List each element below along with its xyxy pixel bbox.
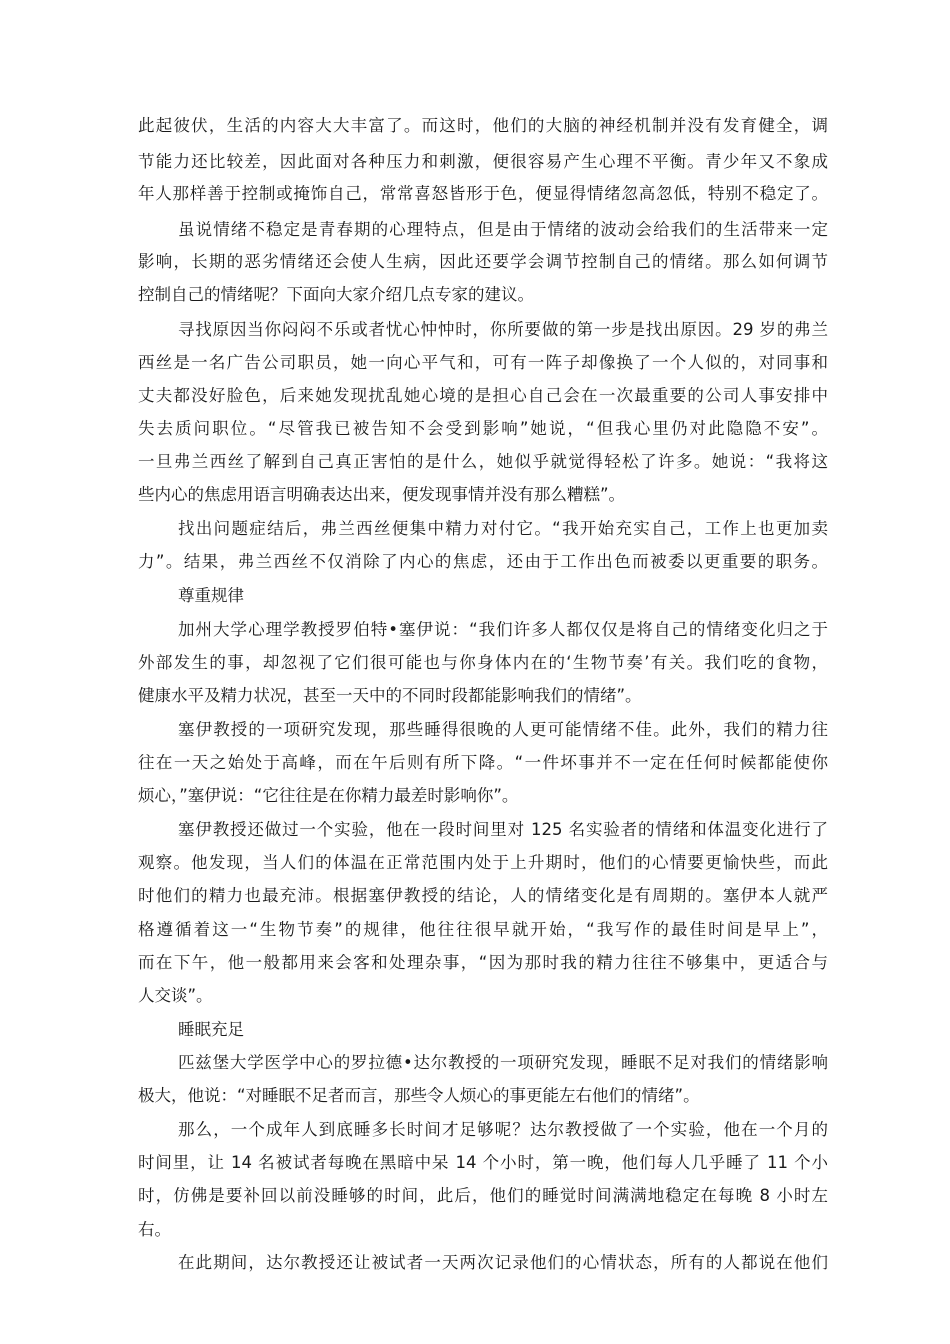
text-line: 往在一天之始处于高峰，而在午后则有所下降。“一件坏事并不一定在任何时候都能使你 <box>138 753 828 772</box>
text-line: 影响，长期的恶劣情绪还会使人生病，因此还要学会调节控制自己的情绪。那么如何调节 <box>138 252 828 271</box>
text-line: 在此期间，达尔教授还让被试者一天两次记录他们的心情状态，所有的人都说在他们 <box>178 1253 828 1272</box>
text-line: 寻找原因当你闷闷不乐或者忧心忡忡时，你所要做的第一步是找出原因。29 岁的弗兰 <box>178 320 828 339</box>
text-line: 些内心的焦虑用语言明确表达出来，便发现事情并没有那么糟糕”。 <box>138 485 626 504</box>
text-line: 外部发生的事，却忽视了它们很可能也与你身体内在的‘生物节奏’有关。我们吃的食物， <box>138 653 828 672</box>
text-line: 西丝是一名广告公司职员，她一向心平气和，可有一阵子却像换了一个人似的，对同事和 <box>138 353 828 372</box>
text-line: 极大，他说：“对睡眠不足者而言，那些令人烦心的事更能左右他们的情绪”。 <box>138 1086 700 1105</box>
text-line: 年人那样善于控制或掩饰自己，常常喜怒皆形于色，便显得情绪忽高忽低，特别不稳定了。 <box>138 184 828 203</box>
text-line: 加州大学心理学教授罗伯特•塞伊说：“我们许多人都仅仅是将自己的情绪变化归之于 <box>178 620 828 639</box>
text-line: 匹兹堡大学医学中心的罗拉德•达尔教授的一项研究发现，睡眠不足对我们的情绪影响 <box>178 1053 828 1072</box>
text-line: 失去质问职位。“尽管我已被告知不会受到影响”她说，“但我心里仍对此隐隐不安”。 <box>138 419 828 438</box>
text-line: 塞伊教授的一项研究发现，那些睡得很晚的人更可能情绪不佳。此外，我们的精力往 <box>178 720 828 739</box>
section-heading: 睡眠充足 <box>178 1020 244 1039</box>
text-line: 节能力还比较差，因此面对各种压力和刺激，便很容易产生心理不平衡。青少年又不象成 <box>138 152 828 171</box>
text-line: 一旦弗兰西丝了解到自己真正害怕的是什么，她似乎就觉得轻松了许多。她说：“我将这 <box>138 452 828 471</box>
text-line: 右。 <box>138 1220 171 1239</box>
text-line: 健康水平及精力状况，甚至一天中的不同时段都能影响我们的情绪”。 <box>138 686 642 705</box>
text-line: 此起彼伏，生活的内容大大丰富了。而这时，他们的大脑的神经机制并没有发育健全，调 <box>138 116 828 135</box>
text-line: 控制自己的情绪呢？下面向大家介绍几点专家的建议。 <box>138 285 534 304</box>
text-line: 时他们的精力也最充沛。根据塞伊教授的结论，人的情绪变化是有周期的。塞伊本人就严 <box>138 886 828 905</box>
text-line: 虽说情绪不稳定是青春期的心理特点，但是由于情绪的波动会给我们的生活带来一定 <box>178 220 828 239</box>
text-line: 塞伊教授还做过一个实验，他在一段时间里对 125 名实验者的情绪和体温变化进行了 <box>178 820 828 839</box>
text-line: 时间里，让 14 名被试者每晚在黑暗中呆 14 个小时，第一晚，他们每人几乎睡了 11 个小 <box>138 1153 828 1172</box>
section-heading: 尊重规律 <box>178 586 244 605</box>
text-line: 找出问题症结后，弗兰西丝便集中精力对付它。“我开始充实自己，工作上也更加卖 <box>178 519 828 538</box>
text-line: 观察。他发现，当人们的体温在正常范围内处于上升期时，他们的心情要更愉快些，而此 <box>138 853 828 872</box>
text-line: 那么，一个成年人到底睡多长时间才足够呢？达尔教授做了一个实验，他在一个月的 <box>178 1120 828 1139</box>
text-line: 而在下午，他一般都用来会客和处理杂事，“因为那时我的精力往往不够集中，更适合与 <box>138 953 828 972</box>
text-line: 人交谈”。 <box>138 986 213 1005</box>
text-line: 时，仿佛是要补回以前没睡够的时间，此后，他们的睡觉时间满满地稳定在每晚 8 小时左 <box>138 1186 828 1205</box>
text-line: 力”。结果，弗兰西丝不仅消除了内心的焦虑，还由于工作出色而被委以更重要的职务。 <box>138 552 828 571</box>
text-line: 格遵循着这一“生物节奏”的规律，他往往很早就开始，“我写作的最佳时间是早上”， <box>138 920 828 939</box>
text-line: 丈夫都没好脸色，后来她发现扰乱她心境的是担心自己会在一次最重要的公司人事安排中 <box>138 386 828 405</box>
text-line: 烦心，”塞伊说：“它往往是在你精力最差时影响你”。 <box>138 786 519 805</box>
